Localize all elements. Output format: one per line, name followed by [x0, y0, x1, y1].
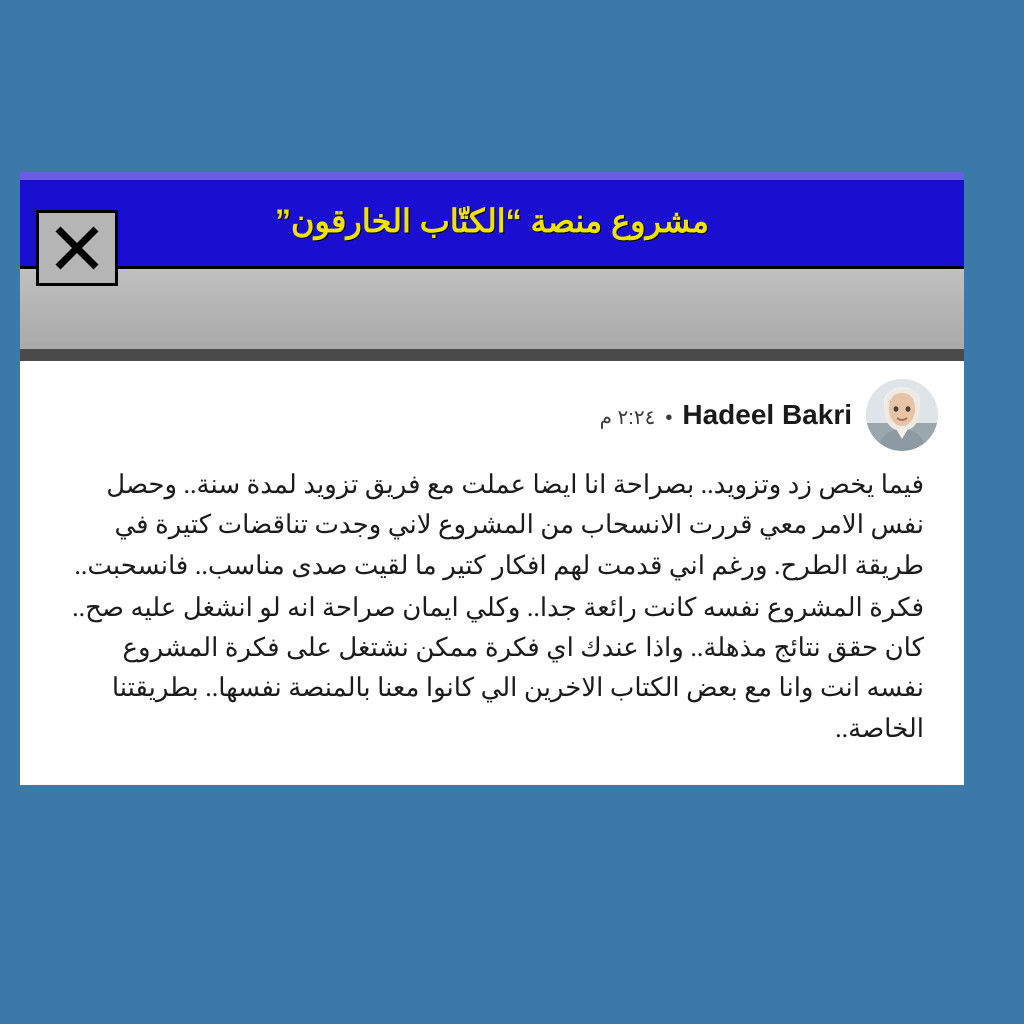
- close-button[interactable]: [36, 210, 118, 286]
- post-separator: •: [665, 407, 673, 429]
- avatar[interactable]: [866, 379, 938, 451]
- author-name[interactable]: Hadeel Bakri: [682, 399, 852, 430]
- toolbar: [20, 266, 964, 349]
- post-body: [46, 465, 938, 749]
- toolbar-surface: [20, 269, 964, 349]
- post-paragraph-1: فيما يخص زد وتزويد.. بصراحة انا ايضا عملت مع فريق تزويد لمدة سنة.. وحصل نفس الامر معي قررت الانسحاب من المشروع لاني وجدت تناقضات كتيرة في طريقة الطرح. ورغم اني قدمت لهم افكار كتير ما لقيت صدى مناسب.. فانسحبت..: [74, 470, 924, 580]
- post-timestamp: ٢:٢٤ م: [599, 407, 656, 429]
- titlebar-accent-strip: [20, 172, 964, 180]
- post-paragraph-2: فكرة المشروع نفسه كانت رائعة جدا.. وكلي ايمان صراحة انه لو انشغل عليه صح.. كان حقق نتائج مذهلة.. واذا عندك اي فكرة ممكن نشتغل على فكرة المشروع نفسه انت وانا مع بعض الكتاب الاخرين الي كانوا معنا بالمنصة نفسها.. بطريقتنا الخاصة..: [72, 592, 924, 743]
- titlebar: [20, 180, 964, 266]
- post-card: [20, 361, 964, 785]
- post-header: [46, 379, 938, 451]
- window-title: مشروع منصة “الكتّاب الخارقون”: [275, 203, 709, 239]
- content-divider: [20, 349, 964, 361]
- app-window: [20, 172, 964, 785]
- close-x-icon: [51, 222, 103, 274]
- post-meta: [600, 399, 852, 431]
